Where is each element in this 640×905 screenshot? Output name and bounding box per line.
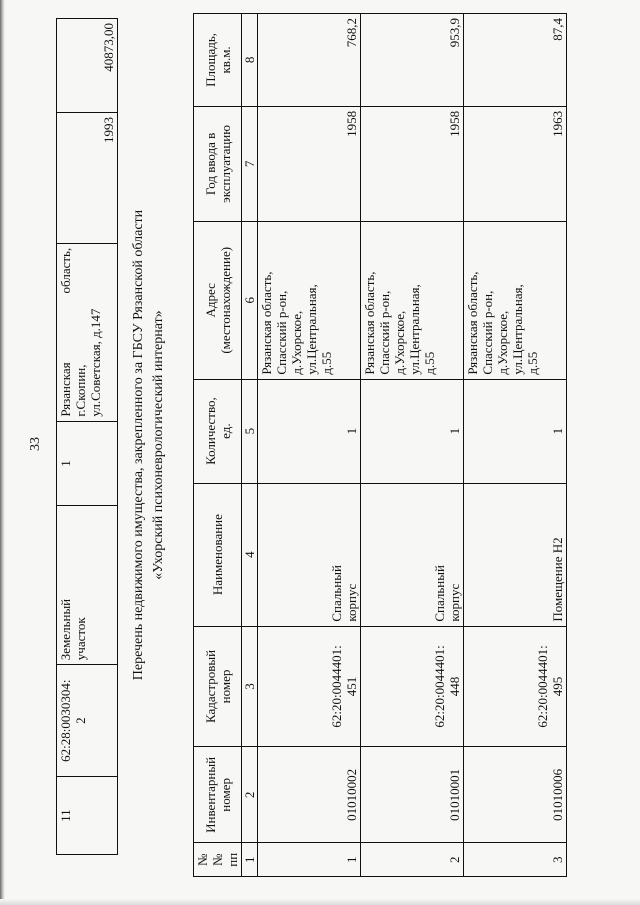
scan-bottom-edge (0, 899, 640, 905)
previous-table-continuation (56, 18, 118, 855)
address: Рязанская область, Спасский р-он, д.Ухорское, ул.Центральная, д.55 (361, 221, 464, 379)
object-name: Помещение Н2 (464, 483, 567, 626)
row-number: 3 (464, 843, 567, 877)
inventory-number: 01010006 (464, 747, 567, 843)
column-index: 6 (242, 221, 258, 379)
table-row (57, 19, 118, 855)
area: 40873,00 (57, 19, 118, 113)
table-row (258, 14, 361, 877)
row-number: 1 (258, 843, 361, 877)
area: 87,4 (464, 14, 567, 107)
header-address: Адрес (местонахождение) (194, 221, 242, 379)
cadastral-number: 62:20:0044401: 451 (258, 626, 361, 747)
column-index: 8 (242, 14, 258, 107)
address-line: г.Скопин, (73, 364, 88, 417)
page-number: 33 (28, 437, 43, 451)
address: Рязанская область, Спасский р-он, д.Ухорское, ул.Центральная, д.55 (464, 221, 567, 379)
quantity: 1 (464, 379, 567, 483)
inventory-number: 01010002 (258, 747, 361, 843)
object-name: Спальный корпус (258, 483, 361, 626)
address-line: область, (58, 247, 73, 294)
quantity: 1 (258, 379, 361, 483)
table-header-row (194, 14, 242, 877)
header-name: Наименование (194, 483, 242, 626)
header-number: № № пп (194, 843, 242, 877)
column-index: 2 (242, 747, 258, 843)
area: 953,9 (361, 14, 464, 107)
address (57, 243, 118, 421)
address: Рязанская область, Спасский р-он, д.Ухорское, ул.Центральная, д.55 (258, 221, 361, 379)
year: 1958 (258, 106, 361, 221)
quantity: 1 (57, 421, 118, 506)
object-name: Земельный участок (57, 506, 118, 665)
address-line: Рязанская (58, 362, 73, 417)
object-name: Спальный корпус (361, 483, 464, 626)
document-subtitle: «Ухорский психоневрологический интернат» (151, 310, 166, 580)
cadastral-number: 62:20:0044401: 448 (361, 626, 464, 747)
table-row (464, 14, 567, 877)
address-line: ул.Советская, д.147 (88, 308, 103, 417)
inventory-number: 01010001 (361, 747, 464, 843)
header-year: Год ввода в эксплуатацию (194, 106, 242, 221)
year: 1958 (361, 106, 464, 221)
document-title: Перечень недвижимого имущества, закрепленного за ГБСУ Рязанской области (131, 209, 146, 681)
column-index: 5 (242, 379, 258, 483)
property-table (193, 13, 567, 877)
year: 1963 (464, 106, 567, 221)
row-number: 11 (57, 777, 118, 855)
cadastral-number: 62:20:0044401: 495 (464, 626, 567, 747)
table-row (361, 14, 464, 877)
column-index: 7 (242, 106, 258, 221)
year: 1993 (57, 112, 118, 243)
quantity: 1 (361, 379, 464, 483)
column-index: 1 (242, 843, 258, 877)
cadastral-number: 62:28:0030304: 2 (57, 665, 118, 777)
column-index-row (242, 14, 258, 877)
row-number: 2 (361, 843, 464, 877)
column-index: 3 (242, 626, 258, 747)
header-quantity: Количество, ед. (194, 379, 242, 483)
column-index: 4 (242, 483, 258, 626)
header-area: Площадь, кв.м. (194, 14, 242, 107)
header-cadastral: Кадастровый номер (194, 626, 242, 747)
header-inventory: Инвентарный номер (194, 747, 242, 843)
area: 768,2 (258, 14, 361, 107)
